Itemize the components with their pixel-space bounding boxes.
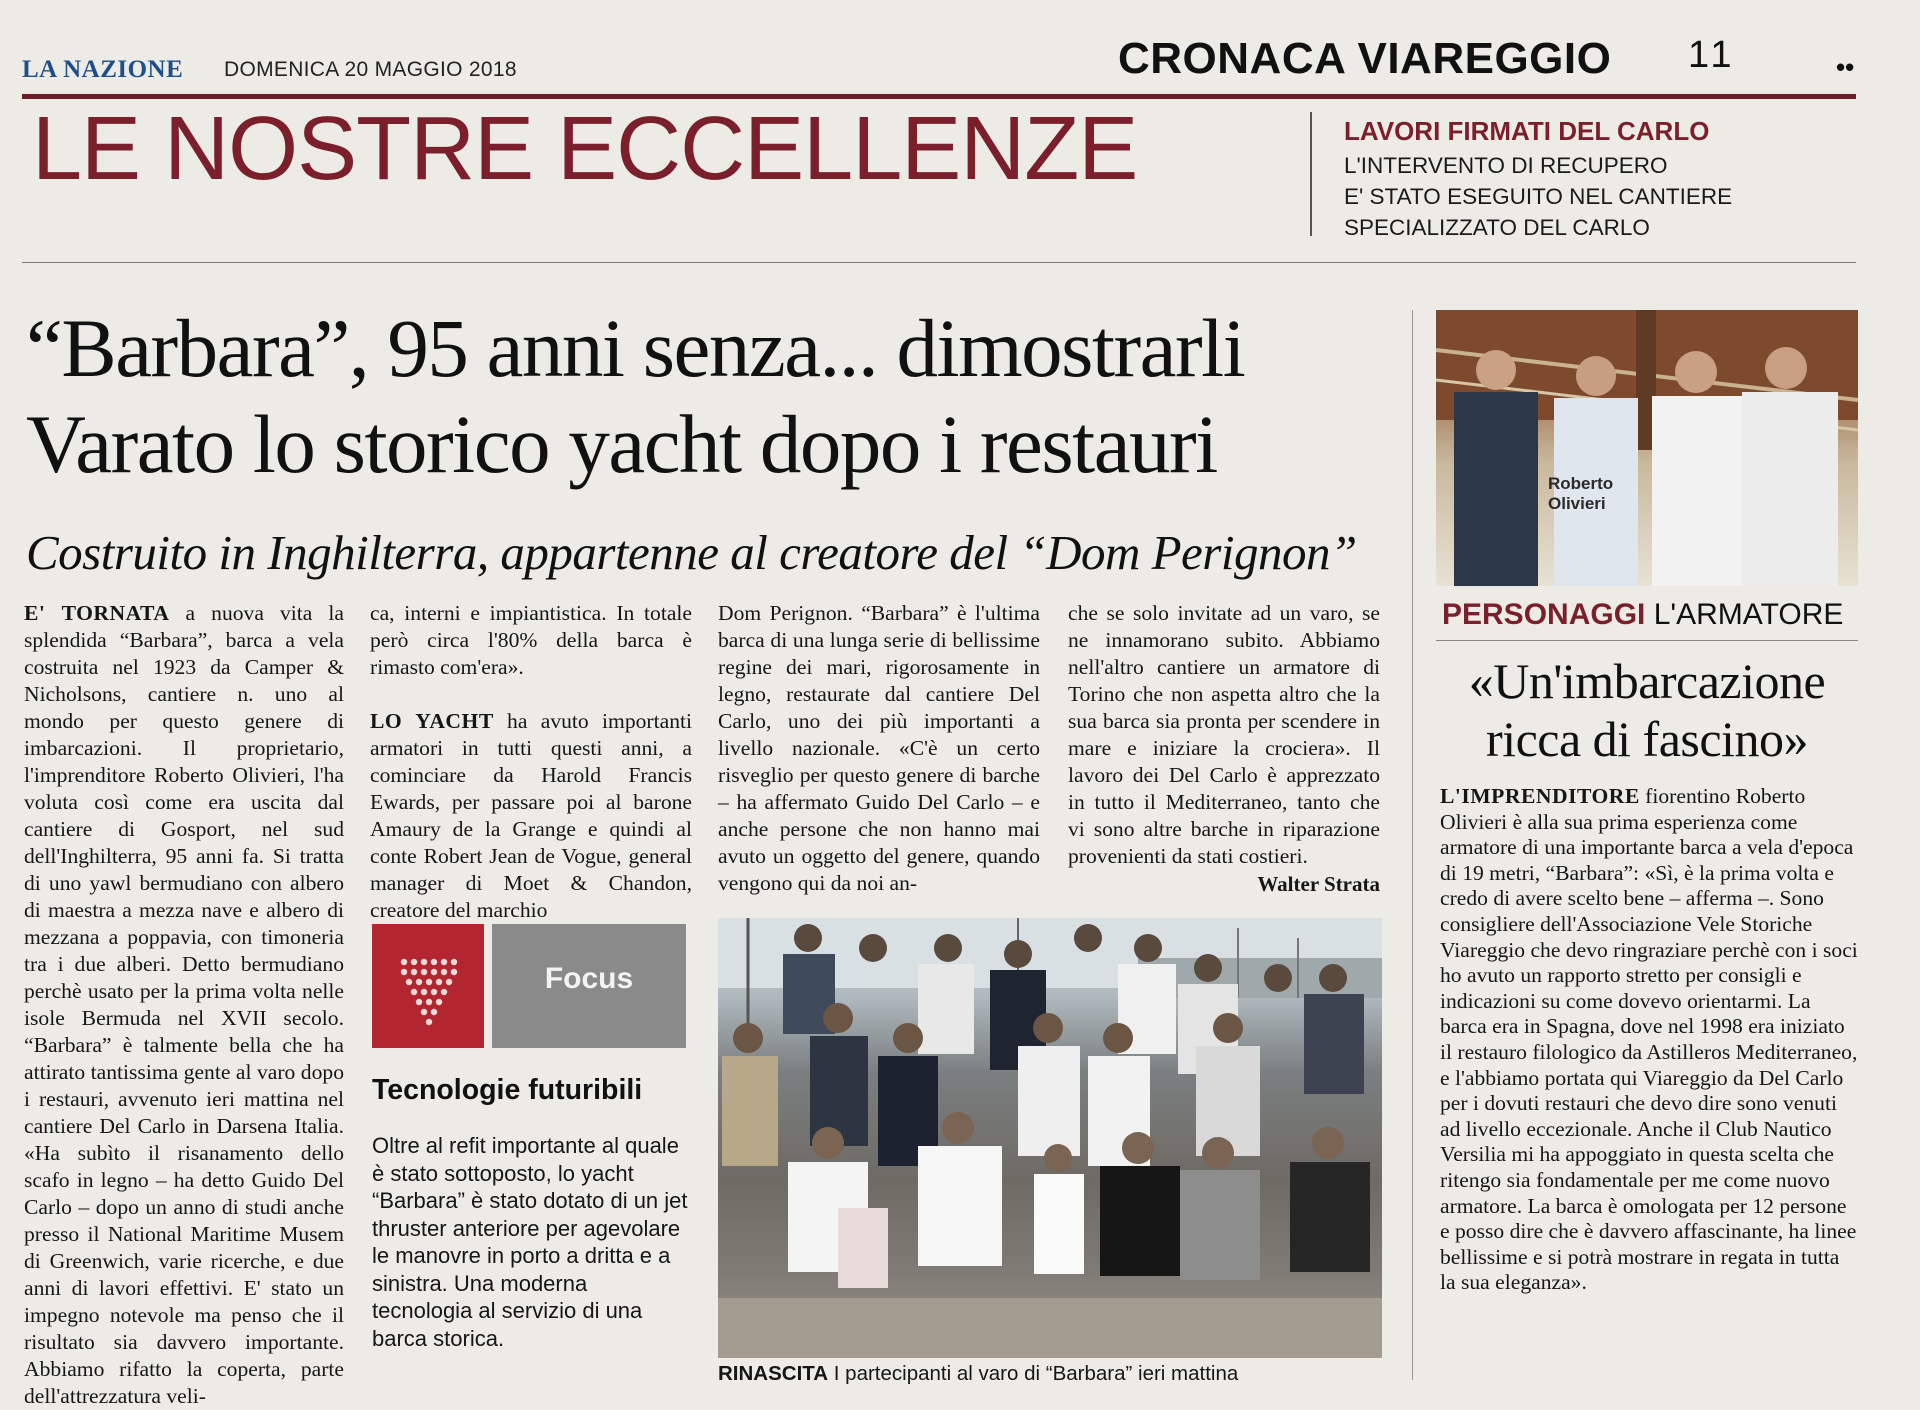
caption-text: I partecipanti al varo di “Barbara” ieri mattina xyxy=(828,1362,1239,1385)
article-lead-word: E' TORNATA xyxy=(24,601,170,625)
headline-line: “Barbara”, 95 anni senza... dimostrarli xyxy=(26,302,1245,394)
portrait-label-line: Olivieri xyxy=(1548,494,1606,513)
sidebar-note-title: LAVORI FIRMATI DEL CARLO xyxy=(1344,116,1710,146)
side-kicker-lead: PERSONAGGI xyxy=(1442,598,1646,631)
section-rule xyxy=(22,262,1856,263)
page-kicker: LE NOSTRE ECCELLENZE xyxy=(32,99,1138,199)
side-headline-line: ricca di fascino» xyxy=(1486,711,1808,767)
page-number: 11 xyxy=(1688,34,1736,76)
section-title: CRONACA VIAREGGIO xyxy=(1118,34,1612,83)
portrait-label-line: Roberto xyxy=(1548,474,1614,493)
article-text: ca, interni e impiantistica. In totale però circa l'80% della barca è rimasto com'era». xyxy=(370,601,692,679)
column-divider xyxy=(1412,310,1413,1380)
article-lead-word: LO YACHT xyxy=(370,709,494,733)
side-story-body xyxy=(1440,784,1858,1296)
masthead-dots: •• xyxy=(1836,52,1855,82)
sidebar-note-body xyxy=(1344,150,1804,243)
headline-line: Varato lo storico yacht dopo i restauri xyxy=(26,398,1217,490)
focus-label: Focus xyxy=(544,962,634,995)
sidebar-note-line: SPECIALIZZATO DEL CARLO xyxy=(1344,215,1650,240)
article-column-3 xyxy=(718,600,1040,897)
side-story-kicker xyxy=(1442,598,1843,632)
side-story-headline xyxy=(1436,652,1858,768)
article-text: ha avuto importanti armatori in tutti questi anni, a cominciare da Harold Francis Ewards, per passare poi al barone Amaury de la Grange e quindi al conte Robert Jean de Vogue, general manager di Moet & Chandon, creatore del marchio xyxy=(370,709,692,922)
article-text: a nuova vita la splendida “Barbara”, barca a vela costruita nel 1923 da Camper & Nicholsons, cantiere n. uno al mondo per questo genere di imbarcazioni. Il proprietario, l'imprenditore Roberto Olivieri, l'ha voluta così come era uscita dal cantiere di Gosport, nel sud dell'Inghilterra, 95 anni fa. Si tratta di uno yawl bermudiano con albero di maestra a mezza nave e albero di mezzana a poppavia, con timoneria tra i due alberi. Detto bermudiano perchè usato per la prima volta nelle isole Bermuda nel XVII secolo. “Barbara” è talmente bella che ha attirato tantissima gente al varo dopo i restauri, avvenuto ieri mattina nel cantiere Del Carlo in Darsena Italia. «Ha subìto il risanamento dello scafo in legno – ha detto Guido Del Carlo – dopo un anno di studi anche presso il National Maritime Musem di Greenwich, varie ricerche, e due anni di lavori effettivi. E' stato un impegno notevole ma penso che il risultato sia davvero importante. Abbiamo rifatto la coperta, parte dell'attrezzatura veli- xyxy=(24,601,344,1408)
focus-dots-icon xyxy=(372,924,484,1048)
newspaper-brand: LA NAZIONE xyxy=(22,56,184,83)
focus-title: Tecnologie futuribili xyxy=(372,1074,643,1106)
article-column-2 xyxy=(370,600,692,924)
article-column-4 xyxy=(1068,600,1380,870)
article-byline: Walter Strata xyxy=(1257,872,1380,896)
side-story-text: fiorentino Roberto Olivieri è alla sua prima esperienza come armatore di una importante barca a vela d'epoca di 19 metri, “Barbara”: «Sì, è la prima volta e credo di avere scelto bene – afferma –. Sono consigliere dell'Associazione Vele Storiche Viareggio che devo ringraziare perchè con i soci ho avuto un rapporto stretto per consigli e indicazioni su come dovevo orientarmi. La barca era in Spagna, dove nel 1998 era iniziato il restauro filologico da Astilleros Mediterraneo, e l'abbiamo portata qui Viareggio da Del Carlo per i dovuti restauri che devo dire sono venuti ad livello eccezionale. Anche il Club Nautico Versilia mi ha appoggiato in questa scelta che ritengo sia fondamentale per me come nuovo armatore. La barca è omologata per 12 persone e posso dire che è davvero affascinante, ha linee bellissime e si potrà mostrare in regata in tutta la sua eleganza». xyxy=(1440,784,1858,1295)
portrait-photo-illustration xyxy=(1436,310,1858,586)
article-headline xyxy=(26,300,1406,492)
side-story-lead-word: L'IMPRENDITORE xyxy=(1440,784,1640,808)
article-text: che se solo invitate ad un varo, se ne innamorano subito. Abbiamo nell'altro cantiere un armatore di Torino che non aspetta altro che la sua barca sia pronta per scendere in mare e iniziare la crociera». Il lavoro dei Del Carlo è apprezzato in tutto il Mediterraneo, tanto che vi sono altre barche in riparazione provenienti da stati costieri. xyxy=(1068,601,1380,868)
caption-lead: RINASCITA xyxy=(718,1362,829,1385)
side-kicker-rest: L'ARMATORE xyxy=(1645,598,1844,631)
portrait-photo xyxy=(1436,310,1858,586)
kicker-divider xyxy=(1310,112,1312,236)
group-photo xyxy=(718,918,1382,1358)
side-story-rule xyxy=(1436,640,1858,641)
issue-date: DOMENICA 20 MAGGIO 2018 xyxy=(224,58,517,81)
article-subhead: Costruito in Inghilterra, appartenne al creatore del “Dom Perignon” xyxy=(26,525,1357,580)
sidebar-note-line: E' STATO ESEGUITO NEL CANTIERE xyxy=(1344,184,1733,209)
article-text: Dom Perignon. “Barbara” è l'ultima barca di una lunga serie di bellissime regine dei mari, rigorosamente in legno, restaurate dal cantiere Del Carlo, uno dei più importanti a livello nazionale. «C'è un certo risveglio per questo genere di barche – ha affermato Guido Del Carlo – e anche persone che non hanno mai avuto un oggetto del genere, quando vengono qui da noi an- xyxy=(718,601,1040,895)
focus-body: Oltre al refit importante al quale è stato sottoposto, lo yacht “Barbara” è stato dotato di un jet thruster anteriore per agevolare le manovre in porto a dritta e a sinistra. Una moderna tecnologia al servizio di una barca storica. xyxy=(372,1133,688,1351)
portrait-label xyxy=(1548,474,1613,514)
article-column-1 xyxy=(24,600,344,1410)
photo-caption xyxy=(718,1362,1238,1386)
group-photo-illustration xyxy=(718,918,1382,1358)
sidebar-note-line: L'INTERVENTO DI RECUPERO xyxy=(1344,153,1668,178)
focus-logo xyxy=(372,924,484,1048)
side-headline-line: «Un'imbarcazione xyxy=(1468,653,1826,709)
